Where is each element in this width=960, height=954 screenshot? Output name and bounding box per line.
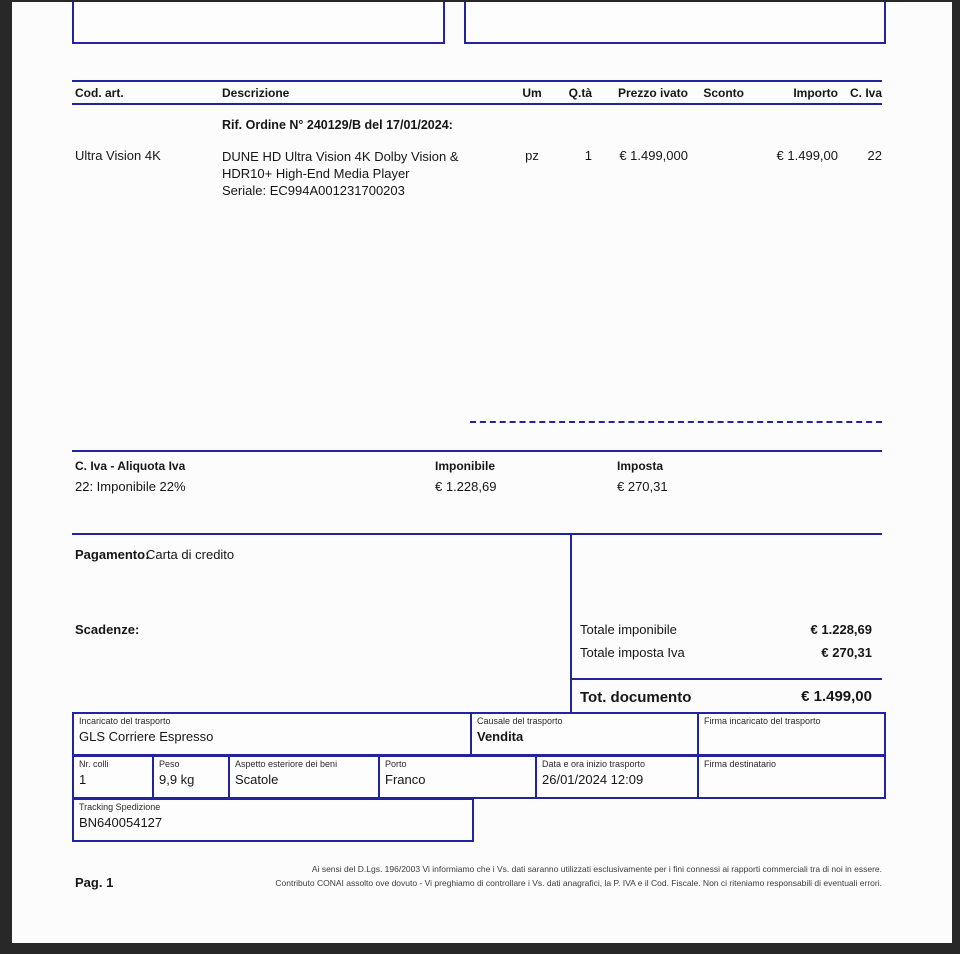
transport-porto-box xyxy=(378,755,539,799)
invoice-page xyxy=(12,2,952,943)
legal-line2: Contributo CONAI assolto ove dovuto - Vi preghiamo di controllare i Vs. dati anagrafici, la P. IVA e il Cod. Fiscale. Non ci riteniamo responsabili di eventuali errori. xyxy=(275,878,882,888)
transport-aspetto-value: Scatole xyxy=(235,772,279,787)
item-um: pz xyxy=(525,148,539,163)
item-cod-art: Ultra Vision 4K xyxy=(75,148,161,163)
payment-vertical-divider xyxy=(570,535,572,712)
transport-data-inizio-box xyxy=(535,755,701,799)
transport-tracking-box xyxy=(72,798,474,842)
total-imposta-label: Totale imposta Iva xyxy=(580,645,685,660)
transport-causale-label: Causale del trasporto xyxy=(477,716,563,726)
transport-incaricato-box xyxy=(72,712,474,756)
col-header-um: Um xyxy=(522,86,542,100)
item-descrizione-line3: Seriale: EC994A001231700203 xyxy=(222,183,405,198)
transport-aspetto-box xyxy=(228,755,382,799)
transport-data-inizio-label: Data e ora inizio trasporto xyxy=(542,759,646,769)
table-header-top-rule xyxy=(72,80,882,82)
vat-section-top-rule xyxy=(72,450,882,452)
total-documento-value: € 1.499,00 xyxy=(801,688,872,705)
col-header-importo: Importo xyxy=(793,86,838,100)
total-imposta-value: € 270,31 xyxy=(821,645,872,660)
transport-firma-destinatario-label: Firma destinatario xyxy=(704,759,777,769)
transport-firma-incaricato-box xyxy=(697,712,886,756)
table-header-bottom-rule xyxy=(72,103,882,105)
order-reference: Rif. Ordine N° 240129/B del 17/01/2024: xyxy=(222,118,453,132)
col-header-descrizione: Descrizione xyxy=(222,86,290,100)
scadenze-label: Scadenze: xyxy=(75,622,140,637)
transport-nr-colli-value: 1 xyxy=(79,772,87,787)
total-imponibile-value: € 1.228,69 xyxy=(810,622,872,637)
item-descrizione-line1: DUNE HD Ultra Vision 4K Dolby Vision & xyxy=(222,149,459,164)
payment-label: Pagamento: xyxy=(75,547,150,562)
vat-row-imponibile: € 1.228,69 xyxy=(435,479,497,494)
transport-causale-value: Vendita xyxy=(477,729,524,744)
item-descrizione xyxy=(222,148,459,199)
transport-peso-value: 9,9 kg xyxy=(159,772,195,787)
col-header-sconto: Sconto xyxy=(703,86,744,100)
item-descrizione-line2: HDR10+ High-End Media Player xyxy=(222,166,410,181)
transport-firma-incaricato-label: Firma incaricato del trasporto xyxy=(704,716,821,726)
col-header-qta: Q.tà xyxy=(568,86,592,100)
transport-nr-colli-box xyxy=(72,755,156,799)
transport-peso-label: Peso xyxy=(159,759,180,769)
transport-firma-destinatario-box xyxy=(697,755,886,799)
transport-nr-colli-label: Nr. colli xyxy=(79,759,109,769)
item-importo: € 1.499,00 xyxy=(776,148,838,163)
totals-dashed-rule xyxy=(470,421,882,423)
vat-header-aliquota: C. Iva - Aliquota Iva xyxy=(75,459,186,473)
legal-line1: Ai sensi del D.Lgs. 196/2003 Vi informiamo che i Vs. dati saranno utilizzati esclusivamente per i fini connessi ai rapporti commerciali tra di noi in essere. xyxy=(311,864,882,874)
transport-causale-box xyxy=(470,712,701,756)
vat-row-imposta: € 270,31 xyxy=(617,479,668,494)
header-box-left xyxy=(72,2,445,44)
transport-tracking-value: BN640054127 xyxy=(79,815,163,830)
item-prezzo-ivato: € 1.499,000 xyxy=(619,148,688,163)
vat-row-aliquota: 22: Imponibile 22% xyxy=(75,479,186,494)
payment-value: Carta di credito xyxy=(146,547,235,562)
totals-bottom-rule xyxy=(570,678,882,680)
payment-section-top-rule xyxy=(72,533,882,535)
col-header-c-iva: C. Iva xyxy=(849,86,882,100)
transport-incaricato-label: Incaricato del trasporto xyxy=(79,716,171,726)
col-header-cod-art: Cod. art. xyxy=(75,86,124,100)
transport-peso-box xyxy=(152,755,232,799)
transport-tracking-label: Tracking Spedizione xyxy=(79,802,161,812)
item-qta: 1 xyxy=(584,148,592,163)
total-imponibile-label: Totale imponibile xyxy=(580,622,677,637)
transport-aspetto-label: Aspetto esteriore dei beni xyxy=(235,759,338,769)
transport-data-inizio-value: 26/01/2024 12:09 xyxy=(542,772,644,787)
header-box-right xyxy=(464,2,886,44)
vat-header-imposta: Imposta xyxy=(617,459,664,473)
vat-header-imponibile: Imponibile xyxy=(435,459,495,473)
transport-porto-value: Franco xyxy=(385,772,426,787)
total-documento-label: Tot. documento xyxy=(580,689,692,706)
transport-incaricato-value: GLS Corriere Espresso xyxy=(79,729,214,744)
col-header-prezzo-ivato: Prezzo ivato xyxy=(617,86,688,100)
item-c-iva: 22 xyxy=(867,148,882,163)
page-number: Pag. 1 xyxy=(75,875,114,890)
transport-porto-label: Porto xyxy=(385,759,407,769)
